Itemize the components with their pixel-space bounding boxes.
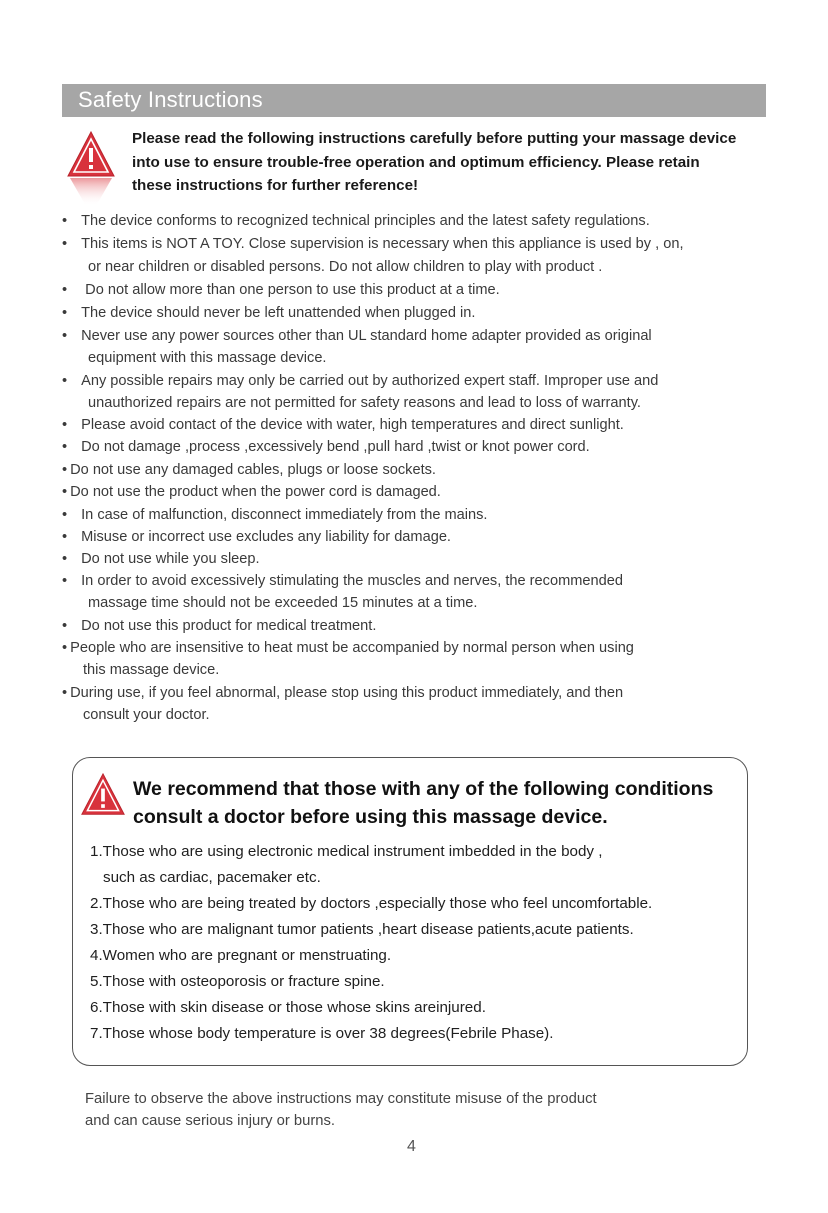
- bullet-text: The device conforms to recognized technical principles and the latest safety regulations.: [81, 213, 650, 229]
- bullet-marker: •: [62, 618, 68, 634]
- bullet-text: this massage device.: [83, 662, 220, 678]
- bullet-marker: •: [62, 417, 68, 433]
- bullet-text: equipment with this massage device.: [88, 350, 327, 366]
- intro-line: these instructions for further reference!: [132, 177, 419, 194]
- bullet-marker: •: [62, 640, 68, 656]
- bullet-text: Do not use this product for medical treatment.: [81, 618, 377, 634]
- page-number: 4: [407, 1138, 416, 1155]
- bullet-text: In order to avoid excessively stimulating the muscles and nerves, the recommended: [81, 573, 623, 589]
- condition-item: 1.Those who are using electronic medical instrument imbedded in the body ,: [90, 843, 603, 860]
- condition-item: 7.Those whose body temperature is over 38 degrees(Febrile Phase).: [90, 1025, 554, 1042]
- recommendation-title-line: We recommend that those with any of the following conditions: [133, 778, 714, 800]
- condition-item: 6.Those with skin disease or those whose skins areinjured.: [90, 999, 486, 1016]
- bullet-marker: •: [62, 282, 68, 298]
- bullet-text: Do not use while you sleep.: [81, 551, 260, 567]
- bullet-text: Misuse or incorrect use excludes any liability for damage.: [81, 529, 451, 545]
- footer-line: Failure to observe the above instructions may constitute misuse of the product: [85, 1091, 597, 1107]
- bullet-marker: •: [62, 328, 68, 344]
- bullet-text: Do not damage ,process ,excessively bend ,pull hard ,twist or knot power cord.: [81, 439, 590, 455]
- condition-item: 3.Those who are malignant tumor patients ,heart disease patients,acute patients.: [90, 921, 634, 938]
- bullet-marker: •: [62, 529, 68, 545]
- condition-item: 2.Those who are being treated by doctors ,especially those who feel uncomfortable.: [90, 895, 653, 912]
- section-header: [62, 84, 766, 117]
- bullet-text: This items is NOT A TOY. Close supervision is necessary when this appliance is used by , on,: [81, 236, 684, 252]
- bullet-marker: •: [62, 373, 68, 389]
- bullet-marker: •: [62, 236, 68, 252]
- bullet-marker: •: [62, 439, 68, 455]
- bullet-marker: •: [62, 484, 68, 500]
- bullet-text: massage time should not be exceeded 15 minutes at a time.: [88, 595, 478, 611]
- bullet-text: Do not use the product when the power cord is damaged.: [70, 484, 441, 500]
- bullet-text: consult your doctor.: [83, 707, 210, 723]
- bullet-text: Any possible repairs may only be carried out by authorized expert staff. Improper use and: [81, 373, 659, 389]
- bullet-marker: •: [62, 685, 68, 701]
- bullet-marker: •: [62, 573, 68, 589]
- bullet-text: Do not use any damaged cables, plugs or loose sockets.: [70, 462, 436, 478]
- bullet-marker: •: [62, 213, 68, 229]
- bullet-text: unauthorized repairs are not permitted for safety reasons and lead to loss of warranty.: [88, 395, 641, 411]
- warning-triangle-icon: [80, 772, 126, 818]
- bullet-text: Do not allow more than one person to use this product at a time.: [81, 282, 500, 298]
- bullet-text: or near children or disabled persons. Do not allow children to play with product .: [88, 259, 603, 275]
- footer-line: and can cause serious injury or burns.: [85, 1113, 336, 1129]
- bullet-marker: •: [62, 507, 68, 523]
- bullet-text: People who are insensitive to heat must be accompanied by normal person when using: [70, 640, 634, 656]
- warning-triangle-icon: [66, 130, 116, 210]
- bullet-text: In case of malfunction, disconnect immediately from the mains.: [81, 507, 488, 523]
- bullet-text: The device should never be left unattended when plugged in.: [81, 305, 476, 321]
- intro-text: [132, 127, 772, 198]
- bullet-marker: •: [62, 551, 68, 567]
- recommendation-title-line: consult a doctor before using this massage device.: [133, 806, 608, 828]
- recommendation-title: [133, 775, 713, 831]
- intro-line: into use to ensure trouble-free operation and optimum efficiency. Please retain: [132, 153, 700, 171]
- bullet-marker: •: [62, 305, 68, 321]
- bullet-text: During use, if you feel abnormal, please stop using this product immediately, and then: [70, 685, 624, 701]
- bullet-marker: •: [62, 462, 68, 478]
- section-title: Safety Instructions: [78, 87, 263, 112]
- condition-item: 4.Women who are pregnant or menstruating.: [90, 947, 392, 964]
- bullet-text: Never use any power sources other than UL standard home adapter provided as original: [81, 328, 652, 344]
- condition-item: such as cardiac, pacemaker etc.: [103, 869, 321, 886]
- condition-item: 5.Those with osteoporosis or fracture spine.: [90, 973, 385, 990]
- footer-warning: [85, 1088, 597, 1132]
- intro-line: Please read the following instructions carefully before putting your massage device: [132, 130, 737, 147]
- bullet-text: Please avoid contact of the device with water, high temperatures and direct sunlight.: [81, 417, 624, 433]
